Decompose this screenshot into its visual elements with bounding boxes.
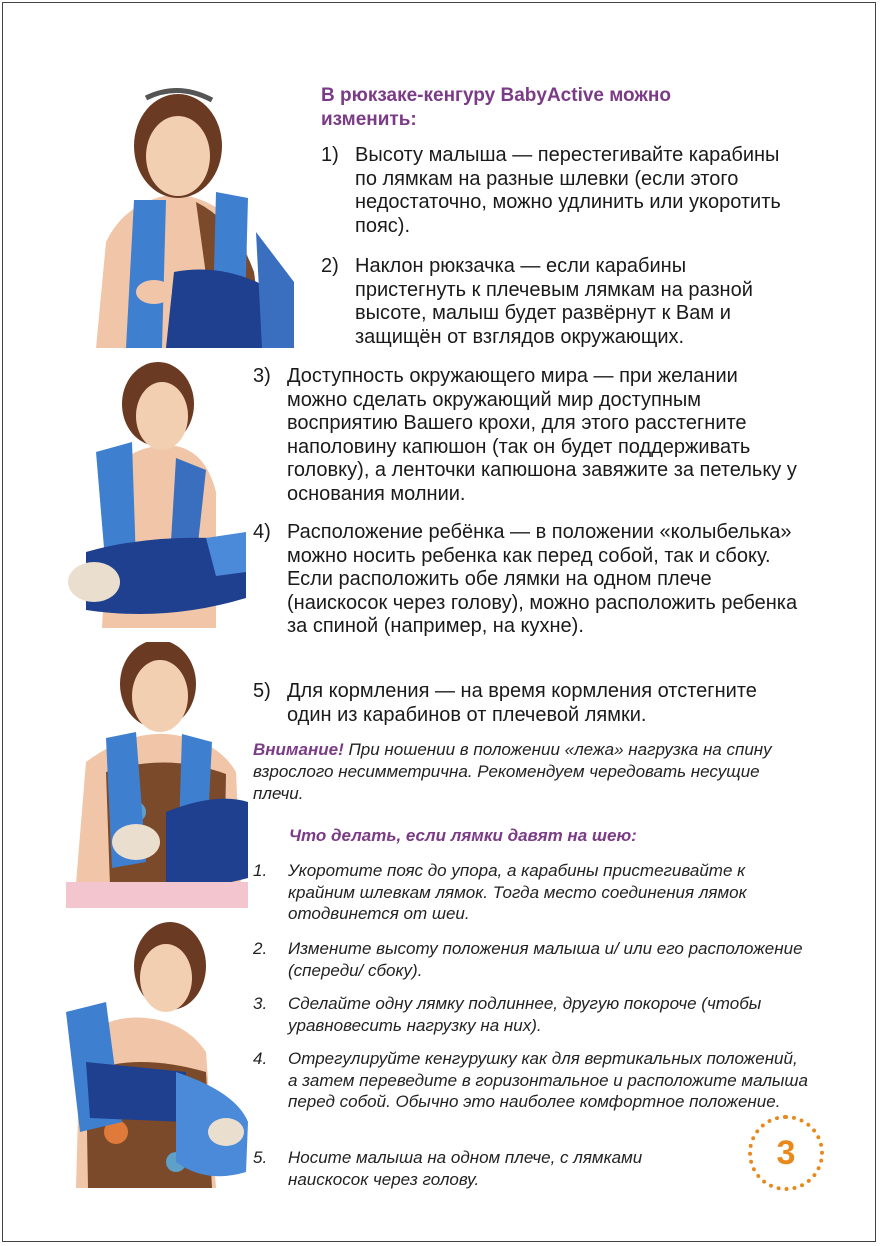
tip-item xyxy=(253,938,808,981)
page-heading: В рюкзаке-кенгуру BabyActive можно изменить: xyxy=(321,85,671,130)
list-item xyxy=(321,144,801,238)
tip-item xyxy=(253,1048,808,1113)
warning-label: Внимание! xyxy=(253,740,344,759)
tip-text: Измените высоту положения малыша и/ или его расположение (спереди/ сбоку). xyxy=(288,939,803,980)
list-item-number: 1) xyxy=(321,144,339,166)
list-item xyxy=(253,365,801,506)
list-item-text: Доступность окружающего мира — при желании можно сделать окружающий мир доступным восприятию Вашего крохи, для этого расстегните наполовину капюшон (так он будет поддерживать головку), а ленточки капюшона завяжите за петельку у основания молнии. xyxy=(287,365,797,505)
list-item-number: 2) xyxy=(321,255,339,277)
list-item-number: 4) xyxy=(253,521,271,543)
page-number-badge: 3 xyxy=(748,1115,824,1191)
photo-mother-carrier-front xyxy=(66,82,294,348)
tip-item xyxy=(253,860,808,925)
tip-number: 3. xyxy=(253,994,268,1013)
list-item-number: 3) xyxy=(253,365,271,387)
photo-mother-side-carry xyxy=(66,922,248,1188)
list-item-text: Высоту малыша — перестегивайте карабины по лямкам на разные шлевки (если этого недостаточно, можно удлинить или укоротить пояс). xyxy=(355,144,781,237)
tips-heading: Что делать, если лямки давят на шею: xyxy=(289,826,637,845)
list-item-text: Для кормления — на время кормления отстегните один из карабинов от плечевой лямки. xyxy=(287,680,757,726)
tip-item xyxy=(253,1147,723,1190)
warning-text: При ношении в положении «лежа» нагрузка на спину взрослого несимметрична. Рекомендуем чередовать несущие плечи. xyxy=(253,740,772,803)
tip-item xyxy=(253,993,808,1036)
list-item-text: Расположение ребёнка — в положении «колыбелька» можно носить ребенка как перед собой, так и сбоку. Если расположить обе лямки на одном плече (наискосок через голову), можно расположить ребенка за спиной (например, на кухне). xyxy=(287,521,798,637)
list-item xyxy=(253,680,801,727)
list-item-number: 5) xyxy=(253,680,271,702)
photo-mother-front-horizontal xyxy=(66,642,248,908)
tip-number: 4. xyxy=(253,1049,268,1068)
tip-text: Сделайте одну лямку подлиннее, другую покороче (чтобы уравновесить нагрузку на них). xyxy=(288,994,762,1035)
tip-text: Отрегулируйте кенгурушку как для вертикальных положений, а затем переведите в горизонтальное и расположите малыша перед собой. Обычно это наиболее комфортное положение. xyxy=(288,1049,809,1111)
list-item-text: Наклон рюкзачка — если карабины пристегнуть к плечевым лямкам на разной высоте, малыш будет развёрнут к Вам и защищён от взглядов окружающих. xyxy=(355,255,753,348)
warning-note xyxy=(253,739,808,805)
tip-text: Укоротите пояс до упора, а карабины пристегивайте к крайним шлевкам лямок. Тогда место соединения лямок отодвинется от шеи. xyxy=(288,861,747,923)
photo-mother-cradle-position xyxy=(66,362,246,628)
tip-text: Носите малыша на одном плече, с лямками наискосок через голову. xyxy=(288,1148,643,1189)
list-item xyxy=(321,255,801,349)
tip-number: 2. xyxy=(253,939,268,958)
tip-number: 5. xyxy=(253,1148,268,1167)
list-item xyxy=(253,521,801,639)
tip-number: 1. xyxy=(253,861,268,880)
